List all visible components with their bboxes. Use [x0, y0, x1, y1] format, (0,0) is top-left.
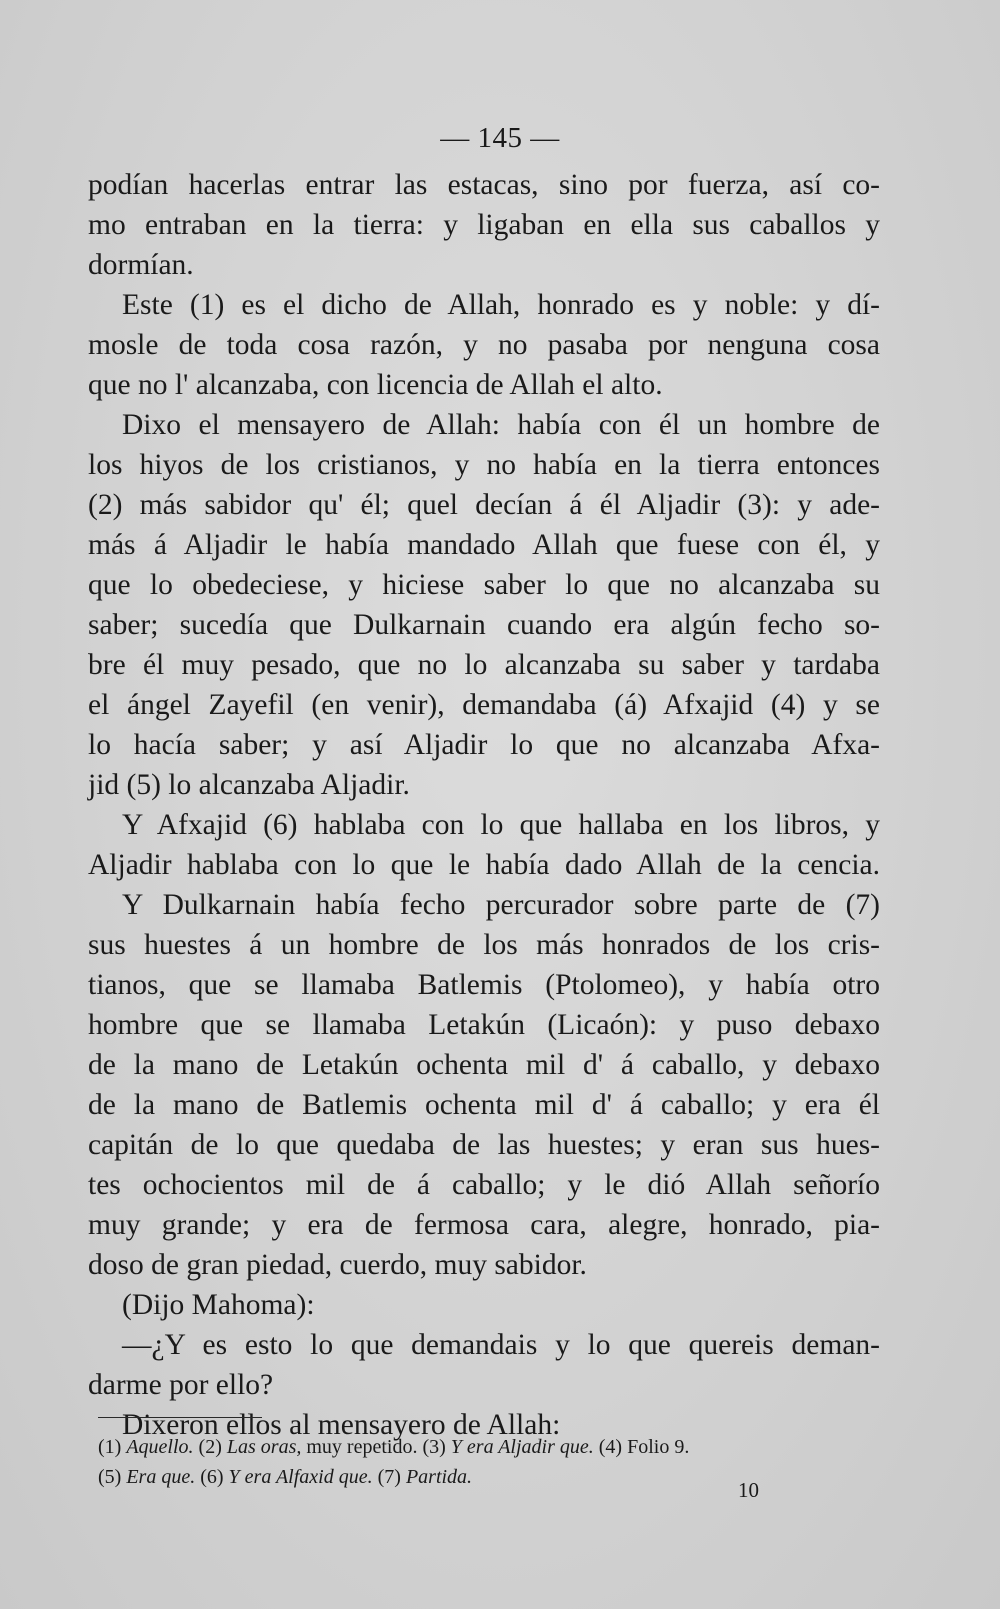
text-line: bre él muy pesado, que no lo alcanzaba su saber y tardaba [88, 649, 880, 681]
footnote-divider [98, 1417, 262, 1418]
text-line: los hiyos de los cristianos, y no había en la tierra entonces [88, 449, 880, 481]
footnote-text: Folio 9. [627, 1436, 690, 1458]
footnote-marker: (7) [377, 1466, 401, 1488]
text-line: sus huestes á un hombre de los más honrados de los cris- [88, 929, 880, 961]
signature-mark: 10 [738, 1478, 759, 1502]
text-line: Dixeron ellos al mensayero de Allah: [122, 1409, 561, 1441]
text-line: tianos, que se llamaba Batlemis (Ptolomeo), y había otro [88, 969, 880, 1001]
text-line: saber; sucedía que Dulkarnain cuando era algún fecho so- [88, 609, 880, 641]
text-line: dormían. [88, 249, 194, 281]
footnote-marker: (4) [598, 1436, 623, 1458]
text-line: Aljadir hablaba con lo que le había dado Allah de la cencia. [88, 849, 880, 881]
text-line: de la mano de Letakún ochenta mil d' á caballo, y debaxo [88, 1049, 880, 1081]
text-line: darme por ello? [88, 1369, 274, 1401]
footnote-marker: (3) [422, 1436, 446, 1458]
footnote-text: Aquello. [126, 1436, 194, 1458]
footnote-text: Las oras, [226, 1436, 302, 1458]
footnote-marker: (1) [98, 1436, 122, 1458]
footnote-line [98, 1462, 888, 1492]
text-line: jid (5) lo alcanzaba Aljadir. [88, 769, 410, 801]
text-line: (Dijo Mahoma): [122, 1289, 315, 1321]
footnote-marker: (2) [198, 1436, 222, 1458]
footnote-marker: (6) [200, 1466, 224, 1488]
page-number: — 145 — [440, 122, 560, 154]
footnote-line [98, 1432, 888, 1462]
text-line: Este (1) es el dicho de Allah, honrado es y noble: y dí- [122, 289, 880, 321]
text-line: Y Dulkarnain había fecho percurador sobre parte de (7) [122, 889, 880, 921]
text-line: que lo obedeciese, y hiciese saber lo que no alcanzaba su [88, 569, 880, 601]
text-line: de la mano de Batlemis ochenta mil d' á caballo; y era él [88, 1089, 880, 1121]
text-line: doso de gran piedad, cuerdo, muy sabidor. [88, 1249, 587, 1281]
text-line: más á Aljadir le había mandado Allah que fuese con él, y [88, 529, 880, 561]
footnotes [98, 1432, 888, 1492]
footnote-text: Partida. [405, 1466, 473, 1488]
text-line: tes ochocientos mil de á caballo; y le dió Allah señorío [88, 1169, 880, 1201]
text-line: capitán de lo que quedaba de las huestes; y eran sus hues- [88, 1129, 880, 1161]
body-text [88, 165, 880, 1445]
text-line: Dixo el mensayero de Allah: había con él un hombre de [122, 409, 880, 441]
footnote-marker: (5) [98, 1466, 122, 1488]
footnote-text: Y era Aljadir que. [450, 1436, 594, 1458]
text-line: podían hacerlas entrar las estacas, sino por fuerza, así co- [88, 169, 880, 201]
text-line: hombre que se llamaba Letakún (Licaón): y puso debaxo [88, 1009, 880, 1041]
footnote-text: Y era Alfaxid que. [228, 1466, 373, 1488]
text-line: mo entraban en la tierra: y ligaban en ella sus caballos y [88, 209, 880, 241]
footnote-text: Era que. [126, 1466, 196, 1488]
footnote-text: muy repetido. [306, 1436, 418, 1458]
text-line: (2) más sabidor qu' él; quel decían á él Aljadir (3): y ade- [88, 489, 880, 521]
text-line: mosle de toda cosa razón, y no pasaba por nenguna cosa [88, 329, 880, 361]
text-line: lo hacía saber; y así Aljadir lo que no alcanzaba Afxa- [88, 729, 880, 761]
text-line: muy grande; y era de fermosa cara, alegre, honrado, pia- [88, 1209, 880, 1241]
text-line: Y Afxajid (6) hablaba con lo que hallaba en los libros, y [122, 809, 880, 841]
text-line: —¿Y es esto lo que demandais y lo que quereis deman- [122, 1329, 880, 1361]
text-line: el ángel Zayefil (en venir), demandaba (á) Afxajid (4) y se [88, 689, 880, 721]
text-line: que no l' alcanzaba, con licencia de Allah el alto. [88, 369, 663, 401]
